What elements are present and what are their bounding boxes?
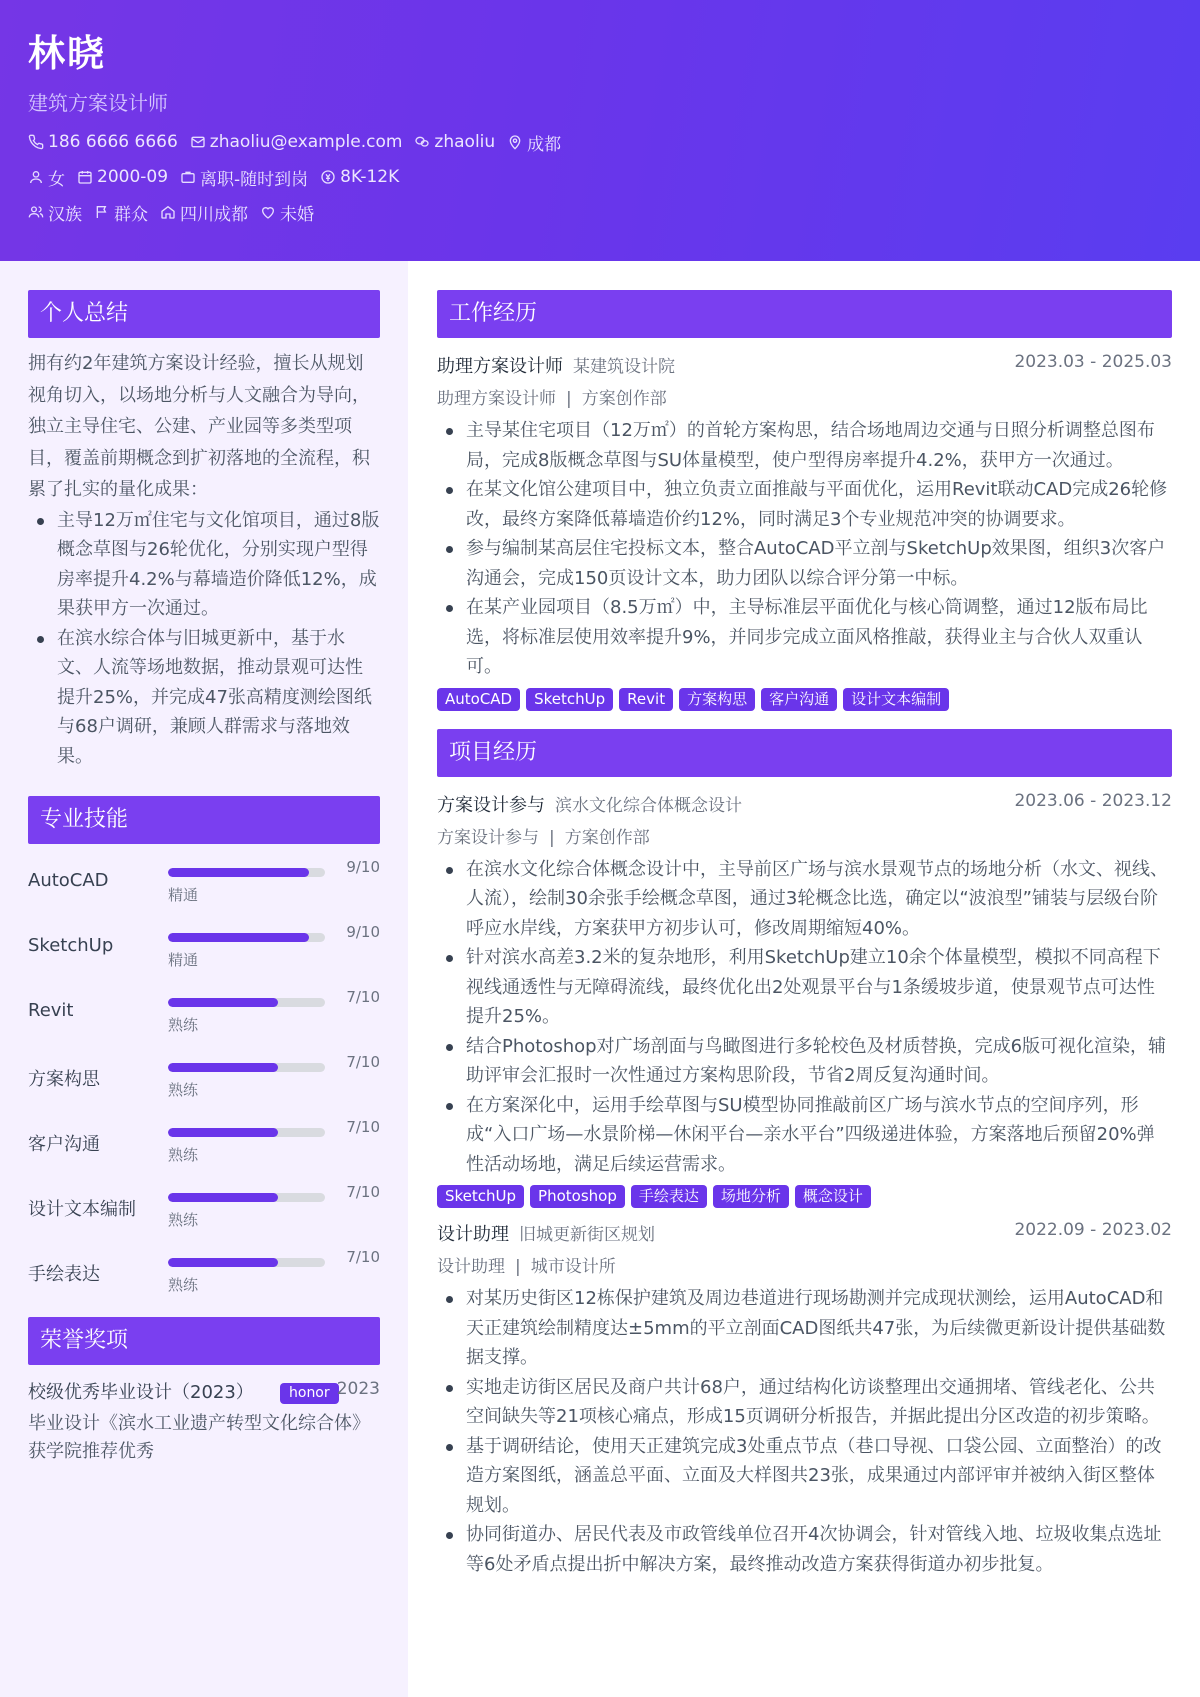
entry-header: [437, 791, 1172, 817]
entry-bullet: 参与编制某高层住宅投标文本，整合AutoCAD平立剖与SketchUp效果图，组织3次客户沟通会，完成150页设计文本，助力团队以综合评分第一中标。: [437, 534, 1172, 593]
status-text: 离职-随时到岗: [200, 169, 309, 190]
skill-bar-fill: [168, 1258, 278, 1267]
skill-level: 熟练: [168, 1016, 199, 1034]
skill-level: 熟练: [168, 1211, 199, 1229]
skill-bar: [168, 1193, 325, 1202]
skill-name: 设计文本编制: [28, 1199, 136, 1220]
briefcase-icon: [180, 169, 196, 185]
entry-header: [437, 1220, 1172, 1246]
mail-icon: [190, 134, 206, 150]
skill-name: AutoCAD: [28, 870, 109, 891]
entry-bullet: 协同街道办、居民代表及市政管线单位召开4次协调会，针对管线入地、垃圾收集点选址等6处矛盾点提出折中解决方案，最终推动改造方案获得街道办初步批复。: [437, 1520, 1172, 1579]
skill-bar: [168, 1063, 325, 1072]
project-entry: [437, 1220, 1172, 1579]
entry-position: 方案设计参与: [437, 827, 539, 848]
skill-score: 7/10: [346, 1118, 380, 1136]
contact-info: [28, 130, 1172, 224]
skill-item: [28, 856, 380, 921]
entry-role: 设计助理: [437, 1224, 509, 1245]
money-icon: [320, 169, 336, 185]
skill-score: 9/10: [346, 858, 380, 876]
salary-text: 8K-12K: [340, 167, 400, 187]
project-entry: [437, 791, 1172, 1209]
skill-bar: [168, 1128, 325, 1137]
phone-text: 186 6666 6666: [48, 132, 178, 152]
entry-bullet: 在某文化馆公建项目中，独立负责立面推敲与平面优化，运用Revit联动CAD完成26轮修改，最终方案降低幕墙造价约12%，同时满足3个专业规范冲突的协调要求。: [437, 475, 1172, 534]
email-text: zhaoliu@example.com: [209, 132, 403, 152]
honor-date: 2023: [336, 1379, 380, 1399]
entry-date: 2023.06 - 2023.12: [1014, 790, 1172, 811]
skill-bar-fill: [168, 998, 278, 1007]
skill-bar-fill: [168, 868, 309, 877]
entry-bullet: 实地走访街区居民及商户共计68户，通过结构化访谈整理出交通拥堵、管线老化、公共空间缺失等21项核心痛点，形成15页调研分析报告，并据此提出分区改造的初步策略。: [437, 1373, 1172, 1432]
entry-bullet: 在滨水文化综合体概念设计中，主导前区广场与滨水景观节点的场地分析（水文、视线、人流），绘制30余张手绘概念草图，通过3轮概念比选，确定以“波浪型”铺装与层级台阶呼应水岸线，方案获甲方初步认可，修改周期缩短40%。: [437, 855, 1172, 944]
city-text: 成都: [527, 134, 562, 155]
entry-meta: [437, 384, 1172, 410]
entry-position: 设计助理: [437, 1257, 505, 1277]
skill-bar-fill: [168, 1128, 278, 1137]
skill-bar: [168, 933, 325, 942]
skill-tag: Revit: [619, 688, 673, 711]
entry-meta: [437, 823, 1172, 849]
entry-project-name: 滨水文化综合体概念设计: [555, 795, 742, 816]
honor-item: [28, 1377, 380, 1466]
phone-icon: [28, 134, 44, 150]
honors-section-title: 荣誉奖项: [28, 1317, 380, 1365]
skill-score: 7/10: [346, 1248, 380, 1266]
entry-meta: [437, 1252, 1172, 1278]
skill-tag: 客户沟通: [761, 688, 837, 711]
entry-organization: 某建筑设计院: [573, 357, 675, 377]
summary-text: 拥有约2年建筑方案设计经验，擅长从规划视角切入，以场地分析与人文融合为导向，独立主导住宅、公建、产业园等多类型项目，覆盖前期概念到扩初落地的全流程，积累了扎实的量化成果：: [28, 353, 370, 500]
skill-bar: [168, 1258, 325, 1267]
location-icon: [507, 134, 523, 150]
entry-position: 助理方案设计师: [437, 389, 556, 409]
entry-bullet: 在方案深化中，运用手绘草图与SU模型协同推敲前区广场与滨水节点的空间序列，形成“入口广场—水景阶梯—休闲平台—亲水平台”四级递进体验，方案落地后预留20%弹性活动场地，满足后续运营需求。: [437, 1091, 1172, 1180]
entry-header: [437, 352, 1172, 378]
entry-date: 2023.03 - 2025.03: [1014, 352, 1172, 372]
entry-bullets: [437, 416, 1172, 682]
entry-bullets: [437, 855, 1172, 1180]
email-item[interactable]: [190, 132, 403, 152]
skill-score: 7/10: [346, 988, 380, 1006]
politics-text: 群众: [114, 204, 148, 225]
hometown-item: [160, 200, 248, 225]
entry-project-name: 旧城更新街区规划: [519, 1225, 655, 1245]
skills-list: [28, 856, 380, 1311]
skill-name: 手绘表达: [28, 1264, 100, 1285]
skill-name: 客户沟通: [28, 1134, 100, 1155]
honor-description: 毕业设计《滨水工业遗产转型文化综合体》获学院推荐优秀: [28, 1413, 370, 1462]
candidate-name: 林晓: [28, 32, 106, 75]
work-section-title: 工作经历: [437, 290, 1172, 338]
entry-role: 助理方案设计师: [437, 356, 563, 377]
skill-bar: [168, 868, 325, 877]
skill-tag: 设计文本编制: [843, 688, 949, 711]
skill-tag: Photoshop: [530, 1185, 625, 1208]
skill-item: [28, 986, 380, 1051]
skill-item: [28, 1181, 380, 1246]
skill-item: [28, 1116, 380, 1181]
status-item: [180, 165, 308, 190]
meta-separator: |: [566, 389, 572, 409]
entry-date: 2022.09 - 2023.02: [1014, 1220, 1172, 1240]
summary-list: [28, 506, 380, 772]
entry-bullet: 基于调研结论，使用天正建筑完成3处重点节点（巷口导视、口袋公园、立面整治）的改造方案图纸，涵盖总平面、立面及大样图共23张，成果通过内部评审并被纳入街区整体规划。: [437, 1432, 1172, 1521]
marital-item: [260, 200, 314, 225]
projects-section-title: 项目经历: [437, 729, 1172, 777]
skill-tag: 方案构思: [679, 688, 755, 711]
entry-department: 方案创作部: [564, 827, 650, 848]
skill-score: 7/10: [346, 1053, 380, 1071]
skill-tag: SketchUp: [437, 1185, 524, 1208]
entry-department: 城市设计所: [530, 1257, 616, 1277]
skill-tag: 概念设计: [795, 1185, 871, 1208]
honor-badge: honor: [280, 1383, 339, 1404]
ethnicity-item: [28, 200, 82, 225]
meta-separator: |: [515, 1257, 521, 1277]
summary-section-title: 个人总结: [28, 290, 380, 338]
candidate-role: 建筑方案设计师: [28, 91, 168, 115]
entry-bullet: 主导某住宅项目（12万㎡）的首轮方案构思，结合场地周边交通与日照分析调整总图布局，完成8版概念草图与SU体量模型，使户型得房率提升4.2%，获甲方一次通过。: [437, 416, 1172, 475]
marital-text: 未婚: [280, 204, 314, 225]
entry-bullet: 对某历史街区12栋保护建筑及周边巷道进行现场勘测并完成现状测绘，运用AutoCAD和天正建筑绘制精度达±5mm的平立剖面CAD图纸共47张，为后续微更新设计提供基础数据支撑。: [437, 1284, 1172, 1373]
calendar-icon: [77, 169, 93, 185]
skill-tag: AutoCAD: [437, 688, 520, 711]
skill-bar: [168, 998, 325, 1007]
left-column: [0, 261, 408, 1697]
user-icon: [28, 169, 44, 185]
skill-name: SketchUp: [28, 935, 114, 956]
gender-text: 女: [48, 169, 65, 190]
city-item: [507, 130, 561, 155]
skill-item: [28, 921, 380, 986]
entry-bullet: 针对滨水高差3.2米的复杂地形，利用SketchUp建立10余个体量模型，模拟不同高程下视线通透性与无障碍流线，最终优化出2处观景平台与1条缓坡步道，使景观节点可达性提升25%。: [437, 943, 1172, 1032]
summary-bullet: 在滨水综合体与旧城更新中，基于水文、人流等场地数据，推动景观可达性提升25%，并完成47张高精度测绘图纸与68户调研，兼顾人群需求与落地效果。: [28, 624, 380, 772]
skill-item: [28, 1051, 380, 1116]
birth-text: 2000-09: [97, 167, 169, 187]
skill-bar-fill: [168, 1063, 278, 1072]
entry-tags: [437, 688, 1172, 711]
contact-row-2: [28, 165, 1172, 189]
contact-row-3: [28, 200, 1172, 224]
home-icon: [160, 204, 176, 220]
skill-tag: 场地分析: [713, 1185, 789, 1208]
skill-level: 熟练: [168, 1081, 199, 1099]
wechat-text: zhaoliu: [434, 132, 496, 152]
politics-item: [94, 200, 148, 225]
entry-bullet: 结合Photoshop对广场剖面与鸟瞰图进行多轮校色及材质替换，完成6版可视化渲染，辅助评审会汇报时一次性通过方案构思阶段，节省2周反复沟通时间。: [437, 1032, 1172, 1091]
flag-icon: [94, 204, 110, 220]
entry-bullets: [437, 1284, 1172, 1579]
birth-item: [77, 167, 168, 187]
skill-tag: 手绘表达: [631, 1185, 707, 1208]
skill-level: 精通: [168, 951, 199, 969]
users-icon: [28, 204, 44, 220]
hometown-text: 四川成都: [180, 204, 248, 225]
skill-name: Revit: [28, 1000, 74, 1021]
contact-row-1: [28, 130, 1172, 154]
skill-score: 7/10: [346, 1183, 380, 1201]
skills-section-title: 专业技能: [28, 796, 380, 844]
entry-role: 方案设计参与: [437, 794, 545, 816]
right-column: [408, 261, 1200, 1697]
skill-item: [28, 1246, 380, 1311]
skill-level: 熟练: [168, 1276, 199, 1294]
gender-item: [28, 165, 65, 190]
summary-bullet: 主导12万㎡住宅与文化馆项目，通过8版概念草图与26轮优化，分别实现户型得房率提升4.2%与幕墙造价降低12%，成果获甲方一次通过。: [28, 506, 380, 624]
heart-icon: [260, 204, 276, 220]
skill-score: 9/10: [346, 923, 380, 941]
ethnicity-text: 汉族: [48, 204, 82, 225]
phone-item: [28, 132, 178, 152]
meta-separator: |: [549, 827, 555, 848]
work-entry: [437, 352, 1172, 711]
entry-department: 方案创作部: [581, 389, 667, 409]
salary-item: [320, 167, 399, 187]
skill-tag: SketchUp: [526, 688, 613, 711]
honor-name: 校级优秀毕业设计（2023）: [28, 1382, 254, 1403]
skill-bar-fill: [168, 1193, 278, 1202]
skill-level: 精通: [168, 886, 199, 904]
skill-level: 熟练: [168, 1146, 199, 1164]
entry-bullet: 在某产业园项目（8.5万㎡）中，主导标准层平面优化与核心筒调整，通过12版布局比选，将标准层使用效率提升9%，并同步完成立面风格推敲，获得业主与合伙人双重认可。: [437, 593, 1172, 682]
wechat-icon: [414, 134, 430, 150]
wechat-item: [414, 132, 495, 152]
skill-bar-fill: [168, 933, 309, 942]
resume-header: [0, 0, 1200, 261]
skill-name: 方案构思: [28, 1069, 100, 1090]
entry-tags: [437, 1185, 1172, 1208]
